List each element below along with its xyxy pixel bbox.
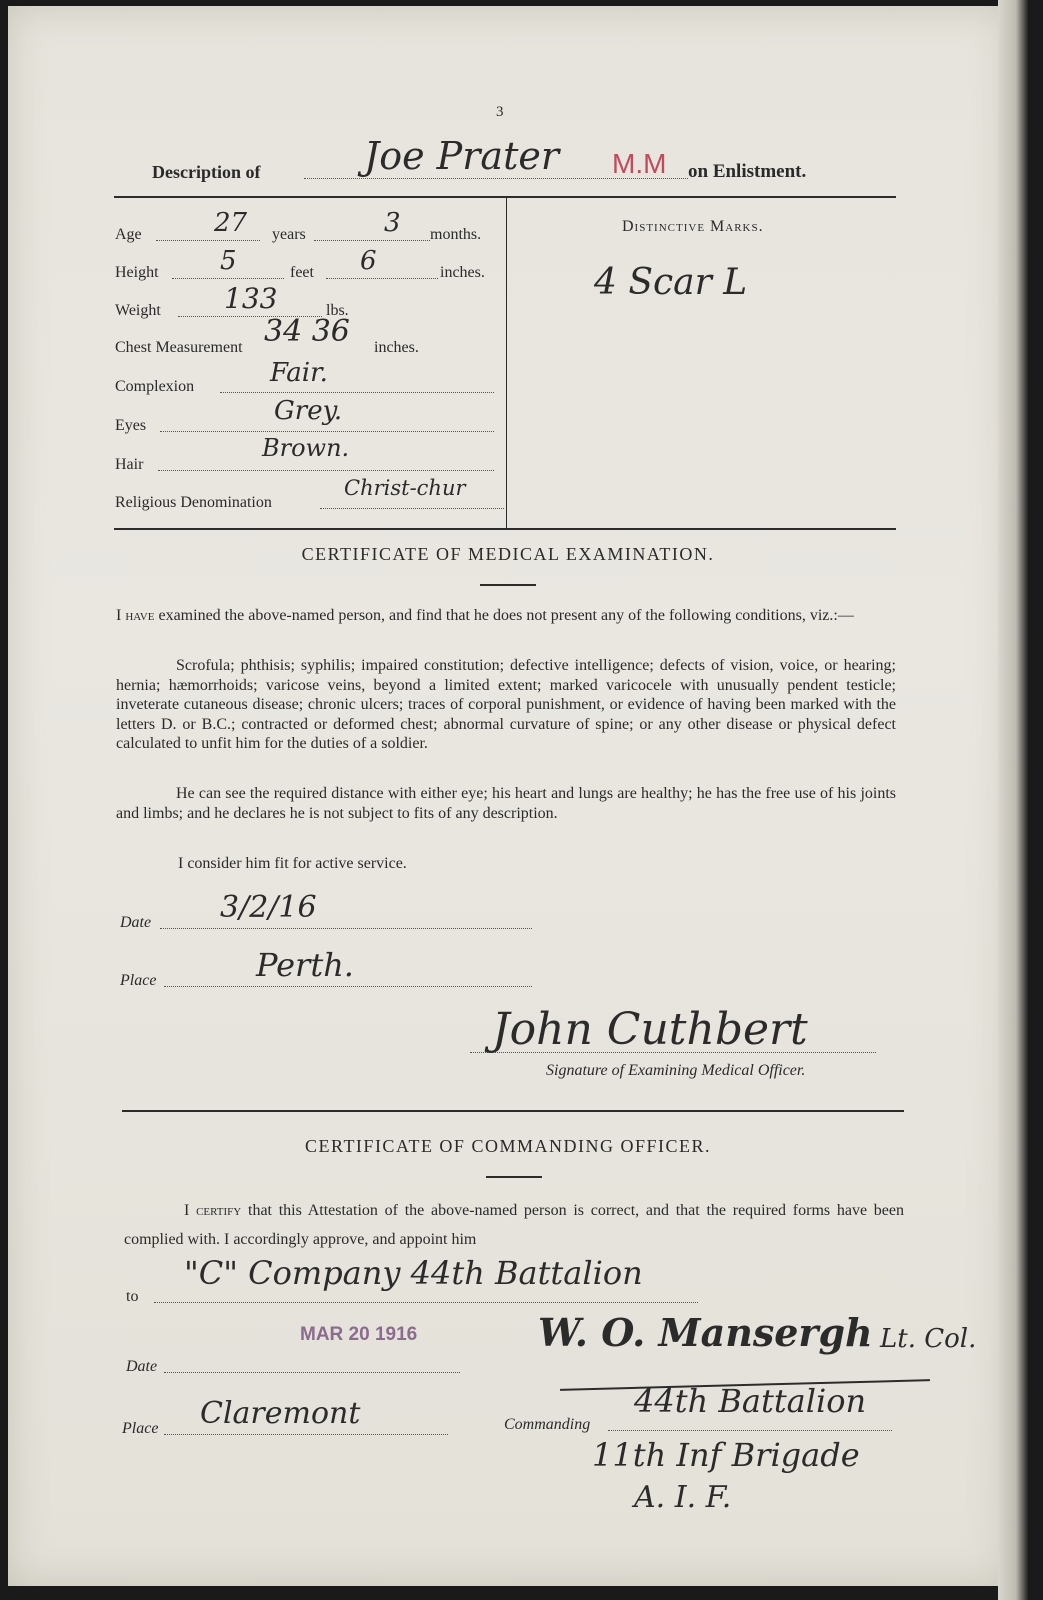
commanding-place-label: Place xyxy=(122,1420,159,1437)
column-divider xyxy=(506,198,507,528)
commanding-place-value: Claremont xyxy=(200,1396,361,1431)
distinctive-marks-heading: Distinctive Marks. xyxy=(622,218,764,235)
page-number: 3 xyxy=(496,104,504,120)
unit-line-3: A. I. F. xyxy=(634,1480,732,1515)
medical-paragraph-conditions: Scrofula; phthisis; syphilis; impaired constitution; defective intelligence; defects of vision, voice, or hearing; hernia; hæmorrhoids; varicose veins, beyond a limited extent; marked varicocele with unusually pendent testicle; inveterate cutaneous disease; chronic ulcers; traces of corporal punishment, or evidence of having been marked with the letters D. or B.C.; contracted or deformed chest; abnormal curvature of spine; or any other disease or physical defect calculated to unfit him for the duties of a soldier. xyxy=(116,657,896,752)
top-rule xyxy=(114,196,896,198)
eyes-value: Grey. xyxy=(274,396,343,426)
commanding-label: Commanding xyxy=(504,1416,591,1433)
to-label: to xyxy=(126,1288,139,1305)
distinctive-marks-value: 4 Scar L xyxy=(594,262,748,303)
medical-place-label: Place xyxy=(120,972,157,989)
attestation-page: 3 Description of Joe Prater M.M on Enlistment. Age 27 years 3 months. Height 5 feet 6 inches. Weight 133 lbs. Chest Measurement 34 36 inches. Complexion Fair. Eyes Grey. Hair Brown. Religious Denomination Christ-chur Distinctive Marks. 4 Scar L CERTIFICATE OF MEDICAL EXAMINATION. I have examined the above-named person, and find that he does not present any of the following conditions, viz.:— Scrofula; phthisis; syphilis; impaired constitution; defective intelligence; defects of vision, voice, or hearing; hernia; hæmorrhoids; varicose veins, beyond a limited extent; marked varicocele with unusually pendent testicle; inveterate cutaneous disease; chronic ulcers; traces of corporal punishment, or evidence of having been marked with the letters D. or B.C.; contracted or deformed chest; abnormal curvature of spine; or any other disease or physical defect calculated to unfit him for the duties of a soldier. He can see the required distance with either eye; his heart and lungs are healthy; he has the free use of his joints and limbs; and he declares he is not subject to fits of any description. I consider him fit for active service. Date 3/2/16 Place Perth. John Cuthbert Signature of Examining Medical Officer. CERTIFICATE OF COMMANDING OFFICER. I certify that this Attestation of the above-named person is correct, and that the required forms have been complied with. I accordingly approve, and appoint him to "C" Company 44th Battalion MAR 20 1916 Date W. O. Mansergh Lt. Col. Place Claremont Commanding 44th Battalion 11th Inf Brigade A. I. F. xyxy=(8,6,1008,1586)
medical-date-value: 3/2/16 xyxy=(220,890,317,925)
hair-value: Brown. xyxy=(262,434,350,462)
complexion-value: Fair. xyxy=(270,358,328,388)
medical-signature-caption: Signature of Examining Medical Officer. xyxy=(546,1062,806,1079)
page-edge-shadow xyxy=(998,0,1028,1600)
medical-paragraph-1: I have examined the above-named person, and find that he does not present any of the following conditions, viz.:— xyxy=(116,607,854,624)
honour-mm: M.M xyxy=(612,148,667,179)
medical-paragraph-fitness: He can see the required distance with either eye; his heart and lungs are healthy; he has the free use of his joints and limbs; and he declares he is not subject to fits of any description. xyxy=(116,785,896,822)
medical-place-value: Perth. xyxy=(256,946,354,984)
religion-value: Christ-chur xyxy=(344,476,466,500)
mid-rule xyxy=(114,528,896,530)
medical-officer-signature: John Cuthbert xyxy=(492,1004,808,1055)
medical-paragraph-consider: I consider him fit for active service. xyxy=(178,855,407,872)
age-months: 3 xyxy=(384,208,401,238)
commanding-officer-signature: W. O. Mansergh xyxy=(538,1310,873,1355)
unit-line-1: 44th Battalion xyxy=(634,1382,867,1420)
medical-date-label: Date xyxy=(120,914,152,931)
commanding-date-label: Date xyxy=(126,1358,158,1375)
description-suffix: on Enlistment. xyxy=(688,161,807,182)
date-stamp: MAR 20 1916 xyxy=(300,1324,418,1345)
chest-value: 34 36 xyxy=(264,314,350,349)
commanding-officer-rank: Lt. Col. xyxy=(880,1324,977,1354)
to-value: "C" Company 44th Battalion xyxy=(184,1254,643,1292)
description-prefix: Description of xyxy=(152,162,261,182)
medical-heading: CERTIFICATE OF MEDICAL EXAMINATION. xyxy=(301,544,715,564)
commanding-paragraph: I certify that this Attestation of the above-named person is correct, and that the required forms have been complied with. I accordingly approve, and appoint him xyxy=(124,1202,905,1248)
lower-rule xyxy=(122,1110,904,1112)
unit-line-2: 11th Inf Brigade xyxy=(592,1436,860,1474)
age-years: 27 xyxy=(214,208,248,238)
height-feet: 5 xyxy=(220,246,237,276)
weight-value: 133 xyxy=(224,282,278,315)
commanding-heading: CERTIFICATE OF COMMANDING OFFICER. xyxy=(305,1136,711,1156)
enlistee-name: Joe Prater xyxy=(364,134,559,178)
height-inches: 6 xyxy=(360,246,377,276)
